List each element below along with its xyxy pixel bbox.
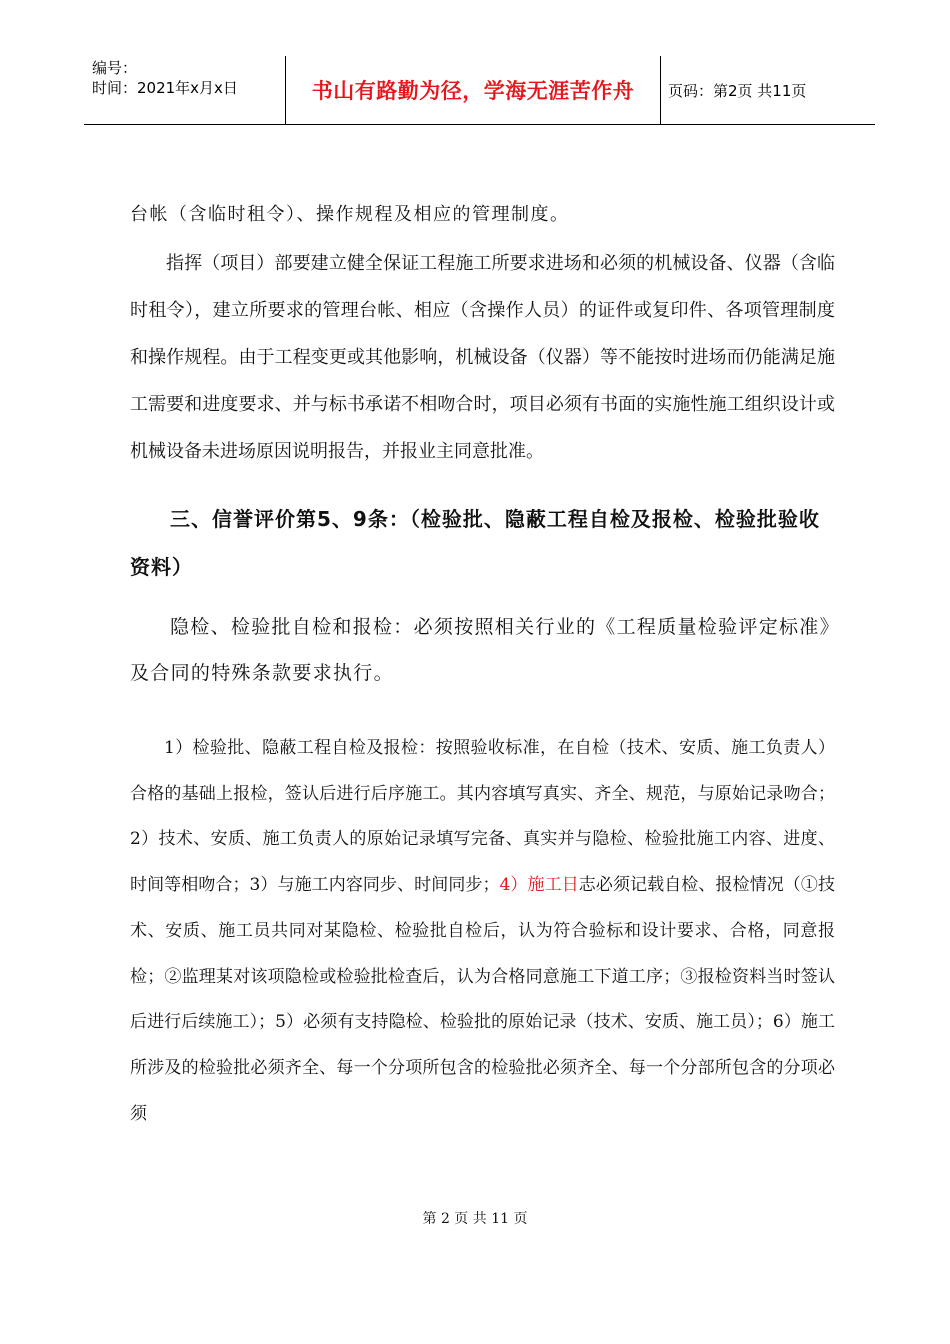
section-heading-3: 三、信誉评价第5、9条：（检验批、隐蔽工程自检及报检、检验批验收资料） — [130, 507, 820, 579]
document-time-label: 时间：2021年x月x日 — [92, 79, 238, 97]
paragraph-3: 隐检、检验批自检和报检：必须按照相关行业的《工程质量检验评定标准》及合同的特殊条款要求执行。 — [130, 616, 831, 684]
paragraph-2: 指挥（项目）部要建立健全保证工程施工所要求进场和必须的机械设备、仪器（含临时租令），建立所要求的管理台帐、相应（含操作人员）的证件或复印件、各项管理制度和操作规程。由于工程变更或其他影响，机械设备（仪器）等不能按时进场而仍能满足施工需要和进度要求、并与标书承诺不相吻合时，项目必须有书面的实施性施工组织设计或机械设备未进场原因说明报告，并报业主同意批准。 — [130, 253, 835, 462]
header-page-info: 页码：第2页 共11页 — [668, 81, 807, 100]
page-header — [84, 56, 875, 125]
header-meta — [92, 58, 292, 98]
paragraph-4-text-a: 1）检验批、隐蔽工程自检及报检：按照验收标准，在自检（技术、安质、施工负责人）合格的基础上报检，签认后进行后序施工。其内容填写真实、齐全、规范，与原始记录吻合；2）技术、安质、施工负责人的原始记录填写完备、真实并与隐检、检验批施工内容、进度、时间等相吻合；3）与施工内容同步、时间同步； — [130, 738, 835, 896]
page-footer: 第 2 页 共 11 页 — [422, 1211, 528, 1227]
document-number-label: 编号： — [92, 59, 138, 77]
paragraph-4 — [130, 726, 835, 1137]
header-motto: 书山有路勤为径，学海无涯苦作舟 — [285, 56, 661, 124]
paragraph-4-highlight: 4）施工日 — [499, 875, 579, 896]
paragraph-1: 台帐（含临时租令）、操作规程及相应的管理制度。 — [130, 204, 570, 225]
paragraph-4-text-b: 志必须记载自检、报检情况（①技术、安质、施工员共同对某隐检、检验批自检后，认为符合验标和设计要求、合格，同意报检；②监理某对该项隐检或检验批检查后，认为合格同意施工下道工序；③报检资料当时签认后进行后续施工）；5）必须有支持隐检、检验批的原始记录（技术、安质、施工员）；6）施工所涉及的检验批必须齐全、每一个分项所包含的检验批必须齐全、每一个分部所包含的分项必须 — [130, 875, 835, 1124]
